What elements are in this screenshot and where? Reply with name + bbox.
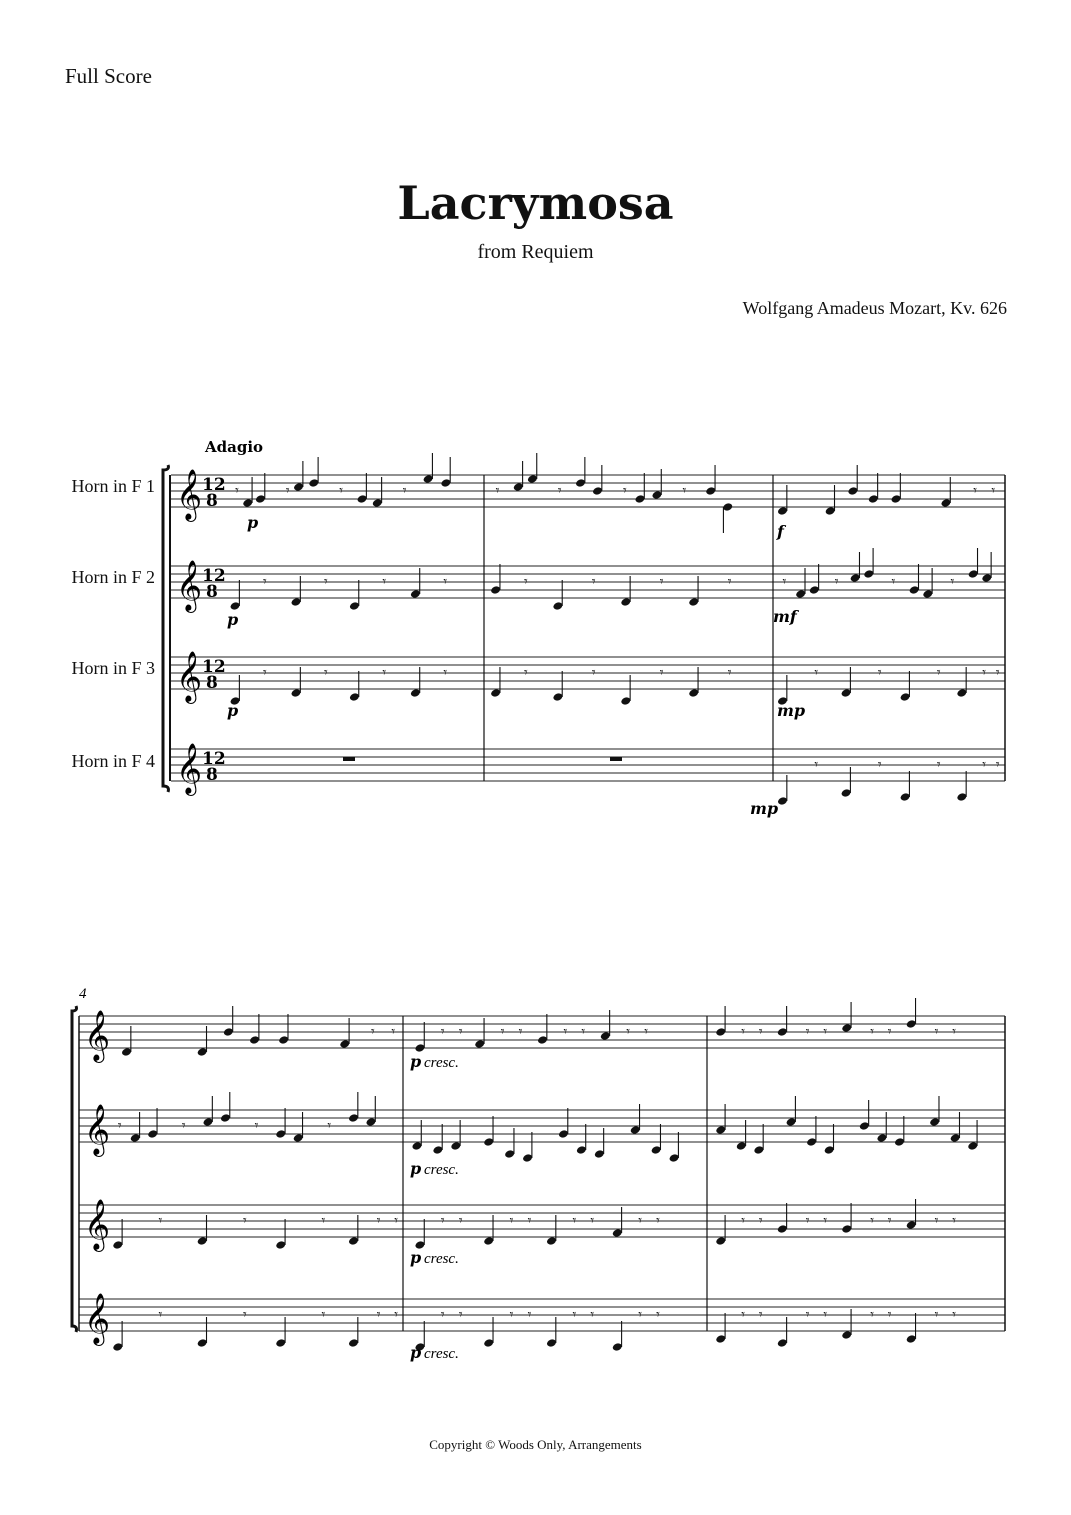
eighth-rest: 𝄾 xyxy=(563,1024,568,1040)
eighth-rest: 𝄾 xyxy=(782,574,787,590)
eighth-rest: 𝄾 xyxy=(823,1024,828,1040)
eighth-rest: 𝄾 xyxy=(758,1213,763,1229)
dynamic-p: p xyxy=(410,1343,422,1362)
eighth-rest: 𝄾 xyxy=(814,757,819,773)
eighth-rest: 𝄾 xyxy=(509,1307,514,1323)
time-signature-denominator: 8 xyxy=(206,491,218,511)
treble-clef: 𝄞 xyxy=(84,1293,111,1344)
measure-number: 4 xyxy=(79,986,87,1002)
eighth-rest: 𝄾 xyxy=(440,1213,445,1229)
eighth-rest: 𝄾 xyxy=(527,1213,532,1229)
eighth-rest: 𝄾 xyxy=(952,1213,956,1229)
eighth-rest: 𝄾 xyxy=(321,1307,326,1323)
eighth-rest: 𝄾 xyxy=(870,1213,874,1229)
system-1 xyxy=(163,453,1005,818)
eighth-rest: 𝄾 xyxy=(870,1307,874,1323)
eighth-rest: 𝄾 xyxy=(458,1213,463,1229)
score-type-label: Full Score xyxy=(65,64,152,88)
eighth-rest: 𝄾 xyxy=(877,757,882,773)
eighth-rest: 𝄾 xyxy=(440,1024,445,1040)
eighth-rest: 𝄾 xyxy=(936,757,941,773)
eighth-rest: 𝄾 xyxy=(327,1118,332,1134)
eighth-rest: 𝄾 xyxy=(991,483,996,499)
eighth-rest: 𝄾 xyxy=(934,1307,939,1323)
eighth-rest: 𝄾 xyxy=(952,1307,956,1323)
eighth-rest: 𝄾 xyxy=(656,1307,660,1323)
eighth-rest: 𝄾 xyxy=(440,1307,445,1323)
instrument-label-horn-2: Horn in F 2 xyxy=(71,567,155,587)
eighth-rest: 𝄾 xyxy=(242,1307,247,1323)
eighth-rest: 𝄾 xyxy=(887,1024,892,1040)
system-brace xyxy=(72,1006,77,1332)
eighth-rest: 𝄾 xyxy=(805,1024,810,1040)
eighth-rest: 𝄾 xyxy=(523,574,528,590)
eighth-rest: 𝄾 xyxy=(458,1307,463,1323)
time-signature-numerator: 12 xyxy=(202,566,226,586)
time-signature-numerator: 12 xyxy=(202,475,226,495)
eighth-rest: 𝄾 xyxy=(527,1307,532,1323)
eighth-rest: 𝄾 xyxy=(952,1024,956,1040)
eighth-rest: 𝄾 xyxy=(339,483,343,499)
eighth-rest: 𝄾 xyxy=(382,665,387,681)
eighth-rest: 𝄾 xyxy=(877,665,882,681)
dynamic-p: p xyxy=(410,1248,422,1267)
eighth-rest: 𝄾 xyxy=(823,1213,828,1229)
treble-clef: 𝄞 xyxy=(176,651,203,702)
eighth-rest: 𝄾 xyxy=(995,665,1000,681)
eighth-rest: 𝄾 xyxy=(263,574,267,590)
eighth-rest: 𝄾 xyxy=(117,1118,122,1134)
eighth-rest: 𝄾 xyxy=(518,1024,523,1040)
eighth-rest: 𝄾 xyxy=(626,1024,631,1040)
eighth-rest: 𝄾 xyxy=(591,574,596,590)
eighth-rest: 𝄾 xyxy=(659,665,664,681)
eighth-rest: 𝄾 xyxy=(394,1213,399,1229)
eighth-rest: 𝄾 xyxy=(323,574,328,590)
eighth-rest: 𝄾 xyxy=(590,1307,595,1323)
dynamic-p: p xyxy=(247,513,259,532)
instrument-label-horn-1: Horn in F 1 xyxy=(71,476,155,496)
treble-clef: 𝄞 xyxy=(84,1104,111,1155)
dynamic-p: p xyxy=(227,701,239,720)
eighth-rest: 𝄾 xyxy=(982,757,987,773)
eighth-rest: 𝄾 xyxy=(242,1213,247,1229)
treble-clef: 𝄞 xyxy=(84,1010,111,1061)
piece-title: Lacrymosa xyxy=(397,176,674,230)
eighth-rest: 𝄾 xyxy=(402,483,407,499)
eighth-rest: 𝄾 xyxy=(254,1118,259,1134)
whole-rest xyxy=(343,757,355,761)
eighth-rest: 𝄾 xyxy=(394,1307,399,1323)
copyright-notice: Copyright © Woods Only, Arrangements xyxy=(429,1437,642,1452)
eighth-rest: 𝄾 xyxy=(523,665,528,681)
time-signature-denominator: 8 xyxy=(206,673,218,693)
treble-clef: 𝄞 xyxy=(176,560,203,611)
eighth-rest: 𝄾 xyxy=(727,665,732,681)
time-signature-denominator: 8 xyxy=(206,765,218,785)
system-2 xyxy=(72,998,1005,1362)
eighth-rest: 𝄾 xyxy=(891,574,896,590)
dynamic-f: f xyxy=(777,522,784,541)
eighth-rest: 𝄾 xyxy=(823,1307,828,1323)
eighth-rest: 𝄾 xyxy=(591,665,596,681)
cresc-marking: cresc. xyxy=(424,1162,459,1178)
cresc-marking: cresc. xyxy=(424,1055,459,1071)
dynamic-p: p xyxy=(227,610,239,629)
eighth-rest: 𝄾 xyxy=(758,1024,763,1040)
eighth-rest: 𝄾 xyxy=(659,574,664,590)
eighth-rest: 𝄾 xyxy=(509,1213,514,1229)
eighth-rest: 𝄾 xyxy=(443,574,448,590)
eighth-rest: 𝄾 xyxy=(376,1307,381,1323)
eighth-rest: 𝄾 xyxy=(500,1024,505,1040)
time-signature-numerator: 12 xyxy=(202,749,226,769)
eighth-rest: 𝄾 xyxy=(950,574,955,590)
eighth-rest: 𝄾 xyxy=(391,1024,396,1040)
eighth-rest: 𝄾 xyxy=(443,665,448,681)
eighth-rest: 𝄾 xyxy=(458,1024,463,1040)
whole-rest xyxy=(610,757,622,761)
treble-clef: 𝄞 xyxy=(176,743,203,794)
eighth-rest: 𝄾 xyxy=(557,483,562,499)
eighth-rest: 𝄾 xyxy=(263,665,267,681)
eighth-rest: 𝄾 xyxy=(376,1213,381,1229)
dynamic-mf: mf xyxy=(773,607,797,626)
eighth-rest: 𝄾 xyxy=(370,1024,375,1040)
instrument-label-horn-4: Horn in F 4 xyxy=(71,751,155,771)
dynamic-p: p xyxy=(410,1159,422,1178)
tempo-marking: Adagio xyxy=(205,438,264,456)
eighth-rest: 𝄾 xyxy=(741,1213,746,1229)
eighth-rest: 𝄾 xyxy=(572,1213,577,1229)
eighth-rest: 𝄾 xyxy=(590,1213,595,1229)
instrument-label-horn-3: Horn in F 3 xyxy=(71,658,155,678)
eighth-rest: 𝄾 xyxy=(814,665,819,681)
eighth-rest: 𝄾 xyxy=(158,1307,163,1323)
eighth-rest: 𝄾 xyxy=(623,483,627,499)
treble-clef: 𝄞 xyxy=(176,469,203,520)
eighth-rest: 𝄾 xyxy=(934,1024,939,1040)
eighth-rest: 𝄾 xyxy=(870,1024,874,1040)
eighth-rest: 𝄾 xyxy=(158,1213,163,1229)
eighth-rest: 𝄾 xyxy=(285,483,290,499)
eighth-rest: 𝄾 xyxy=(495,483,500,499)
time-signature-numerator: 12 xyxy=(202,657,226,677)
eighth-rest: 𝄾 xyxy=(644,1024,648,1040)
eighth-rest: 𝄾 xyxy=(656,1213,660,1229)
treble-clef: 𝄞 xyxy=(84,1199,111,1250)
eighth-rest: 𝄾 xyxy=(572,1307,577,1323)
time-signature-denominator: 8 xyxy=(206,582,218,602)
eighth-rest: 𝄾 xyxy=(834,574,839,590)
eighth-rest: 𝄾 xyxy=(181,1118,186,1134)
piece-subtitle: from Requiem xyxy=(477,241,594,263)
eighth-rest: 𝄾 xyxy=(323,665,328,681)
eighth-rest: 𝄾 xyxy=(982,665,987,681)
eighth-rest: 𝄾 xyxy=(887,1307,892,1323)
dynamic-p: p xyxy=(410,1052,422,1071)
eighth-rest: 𝄾 xyxy=(741,1307,746,1323)
eighth-rest: 𝄾 xyxy=(995,757,1000,773)
eighth-rest: 𝄾 xyxy=(638,1307,642,1323)
dynamic-mp: mp xyxy=(750,799,779,818)
eighth-rest: 𝄾 xyxy=(887,1213,892,1229)
dynamic-mp: mp xyxy=(777,701,806,720)
system-brace xyxy=(163,465,168,792)
eighth-rest: 𝄾 xyxy=(382,574,387,590)
cresc-marking: cresc. xyxy=(424,1346,459,1362)
eighth-rest: 𝄾 xyxy=(973,483,977,499)
eighth-rest: 𝄾 xyxy=(936,665,941,681)
eighth-rest: 𝄾 xyxy=(805,1213,810,1229)
eighth-rest: 𝄾 xyxy=(805,1307,810,1323)
eighth-rest: 𝄾 xyxy=(682,483,687,499)
eighth-rest: 𝄾 xyxy=(741,1024,746,1040)
eighth-rest: 𝄾 xyxy=(235,483,239,499)
cresc-marking: cresc. xyxy=(424,1251,459,1267)
eighth-rest: 𝄾 xyxy=(581,1024,586,1040)
eighth-rest: 𝄾 xyxy=(727,574,732,590)
eighth-rest: 𝄾 xyxy=(321,1213,326,1229)
eighth-rest: 𝄾 xyxy=(934,1213,939,1229)
eighth-rest: 𝄾 xyxy=(758,1307,763,1323)
eighth-rest: 𝄾 xyxy=(638,1213,642,1229)
composer-credit: Wolfgang Amadeus Mozart, Kv. 626 xyxy=(742,298,1007,318)
